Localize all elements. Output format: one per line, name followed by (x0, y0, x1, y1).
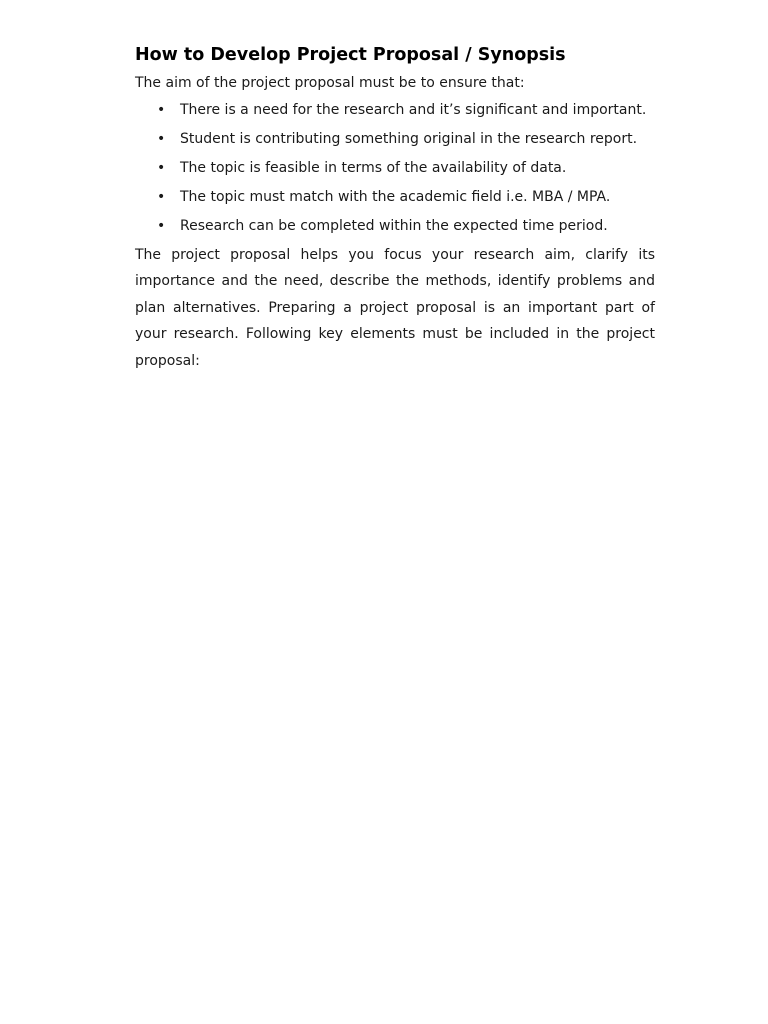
list-item (135, 97, 655, 124)
list-item-text: The topic must match with the academic field i.e. MBA / MPA. (180, 189, 611, 205)
bullet-icon: • (157, 131, 166, 147)
page-title: How to Develop Project Proposal / Synopsis (135, 45, 566, 65)
list-item (135, 213, 655, 240)
list-item-text: The topic is feasible in terms of the availability of data. (180, 160, 567, 176)
list-item-text: Student is contributing something original in the research report. (180, 131, 638, 147)
aims-list (135, 97, 655, 240)
list-item-text: There is a need for the research and it’s significant and important. (180, 102, 647, 118)
bullet-icon: • (157, 218, 166, 234)
list-item-text: Research can be completed within the expected time period. (180, 218, 608, 234)
list-item (135, 184, 655, 211)
document-page (135, 42, 655, 374)
intro-text: The aim of the project proposal must be to ensure that: (135, 75, 525, 91)
list-item (135, 155, 655, 182)
list-item (135, 126, 655, 153)
bullet-icon: • (157, 189, 166, 205)
body-paragraph: The project proposal helps you focus your research aim, clarify its importance and the need, describe the methods, identify problems and plan alternatives. Preparing a project proposal is an important part of your research. Following key elements must be included in the project proposal: (135, 247, 655, 369)
bullet-icon: • (157, 102, 166, 118)
bullet-icon: • (157, 160, 166, 176)
